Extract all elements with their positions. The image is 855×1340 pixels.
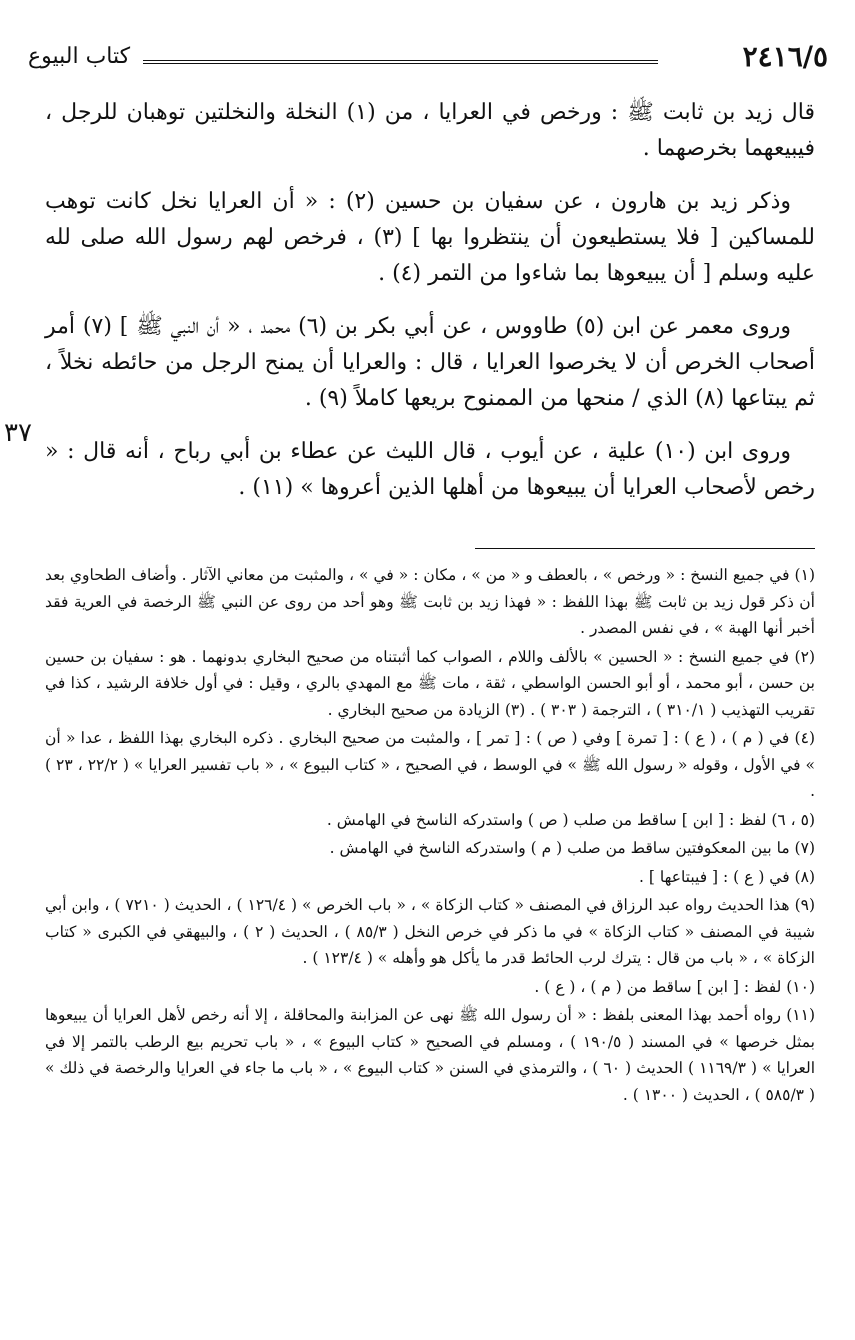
footnotes — [45, 562, 815, 1110]
footnote: (٧) ما بين المعكوفتين ساقط من صلب ( م ) واستدركه الناسخ في الهامش . — [329, 839, 815, 857]
paragraph: قال زيد بن ثابت ﷺ : ورخص في العرايا ، من (١) النخلة والنخلتين توهبان للرجل ، فيبيعهما بخرصهما . — [45, 100, 815, 161]
running-header — [28, 38, 828, 78]
footnote: (٢) في جميع النسخ : « الحسين » بالألف واللام ، الصواب كما أثبتناه من صحيح البخاري بدونهما . هو : سفيان بن حسين بن حسن ، أبو محمد ، أو أبو الحسن الواسطي ، ثقة ، مات ﷺ مع المهدي بالري ، وقيل : في أول خلافة الرشيد ، كذا في تقريب التهذيب ( ٣١٠/١ ) ، الترجمة ( ٣٠٣ ) . (٣) الزيادة من صحيح البخاري . — [45, 647, 815, 719]
footnote: (٤) في ( م ) ، ( ع ) : [ تمرة ] وفي ( ص ) : [ تمر ] ، والمثبت من صحيح البخاري . ذكره البخاري بهذا اللفظ ، عدا « أن » في الأول ، وقوله « رسول الله ﷺ » في الوسط ، في الصحيح ، « كتاب البيوع » ، « باب تفسير العرايا » ( ٢٢/٢ ، ٢٣ ) . — [45, 729, 816, 800]
footnote: (٩) هذا الحديث رواه عبد الرزاق في المصنف « كتاب الزكاة » ، « باب الخرص » ( ١٢٦/٤ ) ، الحديث ( ٧٢١٠ ) ، وابن أبي شيبة في المصنف « كتاب الزكاة » في ما ذكر في خرص النخل ( ٨٥/٣ ) ، الحديث ( ٢ ) ، والبيهقي في الكبرى « كتاب الزكاة » ، « باب من قال : يترك لرب الحائط قدر ما يأكل هو وأهله » ( ١٢٣/٤ ) . — [45, 896, 816, 967]
margin-page-number: ٣٧ — [4, 418, 32, 448]
main-text — [45, 95, 815, 523]
footnote: (١٠) لفظ : [ ابن ] ساقط من ( م ) ، ( ع ) . — [534, 977, 815, 996]
footnote: (٥ ، ٦) لفظ : [ ابن ] ساقط من صلب ( ص ) واستدركه الناسخ في الهامش . — [326, 810, 815, 829]
paragraph: وذكر زيد بن هارون ، عن سفيان بن حسين (٢) : « أن العرايا نخل كانت توهب للمساكين [ فلا يستطيعون أن ينتظروا بها ] (٣) ، فرخص لهم رسول الله صلى لله عليه وسلم [ أن يبيعوها بما شاءوا من التمر (٤) . — [45, 189, 815, 286]
paragraph: وروى ابن (١٠) علية ، عن أيوب ، قال الليث عن عطاء بن أبي رباح ، أنه قال : « رخص لأصحاب العرايا أن يبيعوها من أهلها الذين أعروها » (١١) . — [45, 439, 815, 500]
footnote: (١) في جميع النسخ : « ورخص » ، بالعطف و « من » ، مكان : « في » ، والمثبت من معاني الآثار . وأضاف الطحاوي بعد أن ذكر قول زيد بن ثابت ﷺ بهذا اللفظ : « فهذا زيد بن ثابت ﷺ وهو أحد من روى عن النبي ﷺ الرخصة في العرية فقد أخبر أنها الهبة » ، في نفس المصدر . — [45, 566, 815, 637]
footnote-separator — [475, 548, 815, 549]
chapter-title: كتاب البيوع — [28, 44, 131, 69]
footnote: (١١) رواه أحمد بهذا المعنى بلفظ : « أن رسول الله ﷺ نهى عن المزابنة والمحاقلة ، إلا أنه رخص لأهل العرايا أن يبيعوها بمثل خرصها » في المسند ( ١٩٠/٥ ) ، ومسلم في الصحيح « كتاب البيوع » ، « باب تحريم بيع الرطب بالتمر إلا في العرايا » ( ١١٦٩/٣ ) الحديث ( ٦٠ ) ، والترمذي في السنن « كتاب البيوع » ، « باب ما جاء في العرايا والرخصة في ذلك » ( ٥٨٥/٣ ) ، الحديث ( ١٣٠٠ ) . — [45, 1006, 816, 1104]
header-rule — [143, 60, 658, 64]
paragraph: وروى معمر عن ابن (٥) طاووس ، عن أبي بكر بن (٦) محمد ، « أن النبي ﷺ ] (٧) أمر أصحاب الخرص أن لا يخرصوا العرايا ، قال : والعرايا أن يمنح الرجل من حائطه نخلاً ، ثم يبتاعها (٨) الذي / منحها من الممنوح بريعها كاملاً (٩) . — [45, 314, 815, 411]
page-number: ٢٤١٦/٥ — [742, 40, 828, 73]
footnote: (٨) في ( ع ) : [ فيبتاعها ] . — [639, 867, 815, 886]
